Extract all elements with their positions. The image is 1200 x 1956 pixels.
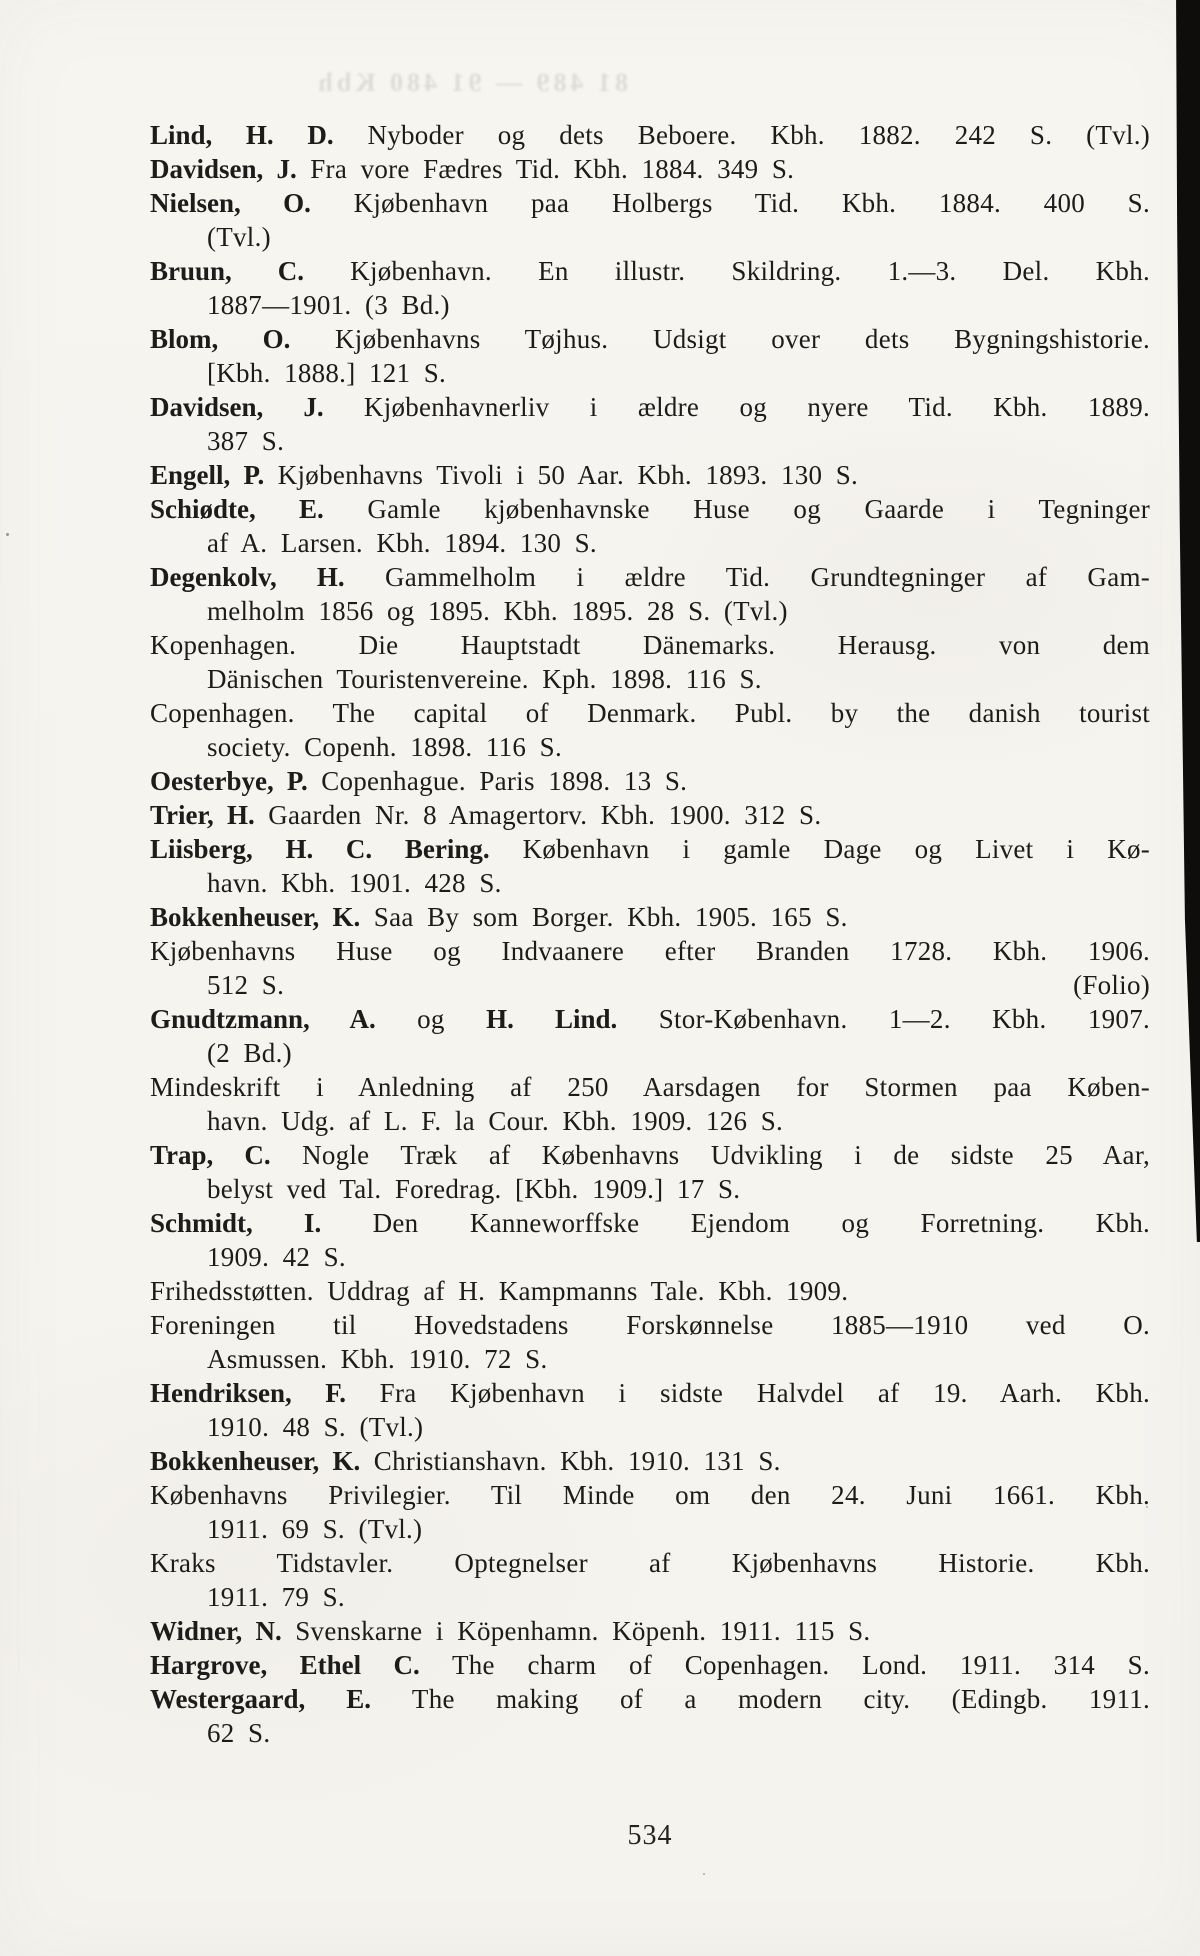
scan-speck bbox=[703, 1873, 705, 1875]
entry-text: Christianshavn. Kbh. 1910. 131 S. bbox=[360, 1446, 781, 1476]
entry-line bbox=[150, 832, 1150, 866]
entry-text: society. Copenh. 1898. 116 S. bbox=[207, 732, 562, 762]
entry-line bbox=[150, 1444, 1150, 1478]
entry-text: Københavns Privilegier. Til Minde om den 24. Juni 1661. Kbh. bbox=[150, 1480, 1150, 1510]
entry-line bbox=[150, 1546, 1150, 1580]
entry-line bbox=[150, 1580, 1150, 1614]
entry-line bbox=[150, 152, 1150, 186]
entry-line bbox=[150, 118, 1150, 152]
entry-line bbox=[150, 934, 1150, 968]
entry-line bbox=[150, 628, 1150, 662]
author-name: Davidsen, J. bbox=[150, 392, 324, 422]
entry-text: Stor-København. 1—2. Kbh. 1907. bbox=[617, 1004, 1150, 1034]
entry-text: [Kbh. 1888.] 121 S. bbox=[207, 358, 447, 388]
entry-line bbox=[150, 1308, 1150, 1342]
entry-line bbox=[150, 186, 1150, 220]
entry-text: Nogle Træk af Københavns Udvikling i de sidste 25 Aar, bbox=[270, 1140, 1151, 1170]
entry-line bbox=[150, 1036, 1150, 1070]
entry-text: 512 S. bbox=[207, 970, 285, 1000]
entry-text: belyst ved Tal. Foredrag. [Kbh. 1909.] 17 S. bbox=[207, 1174, 741, 1204]
entry-line bbox=[150, 1138, 1150, 1172]
entry-text: (Tvl.) bbox=[207, 222, 271, 252]
entry-text: Dänischen Touristenvereine. Kph. 1898. 116 S. bbox=[207, 664, 762, 694]
entry-text: Kjøbenhavn. En illustr. Skildring. 1.—3. Del. Kbh. bbox=[303, 256, 1150, 286]
entry-text: Saa By som Borger. Kbh. 1905. 165 S. bbox=[360, 902, 848, 932]
entry-line bbox=[150, 1104, 1150, 1138]
entry-text: 1910. 48 S. (Tvl.) bbox=[207, 1412, 424, 1442]
entry-line bbox=[150, 1512, 1150, 1546]
author-name: Gnudtzmann, A. bbox=[150, 1004, 376, 1034]
entry-line bbox=[150, 458, 1150, 492]
entry-text: The charm of Copenhagen. Lond. 1911. 314 S. bbox=[419, 1650, 1150, 1680]
entry-text: (2 Bd.) bbox=[207, 1038, 292, 1068]
entry-text: havn. Kbh. 1901. 428 S. bbox=[207, 868, 502, 898]
entry-line bbox=[150, 220, 1150, 254]
entry-text: Kjøbenhavnerliv i ældre og nyere Tid. Kbh. 1889. bbox=[323, 392, 1150, 422]
entry-line bbox=[150, 1478, 1150, 1512]
entry-text: melholm 1856 og 1895. Kbh. 1895. 28 S. (Tvl.) bbox=[207, 596, 788, 626]
author-name: Bruun, C. bbox=[150, 256, 304, 286]
author-name: Nielsen, O. bbox=[150, 188, 311, 218]
entry-text: Kjøbenhavns Huse og Indvaanere efter Branden 1728. Kbh. 1906. bbox=[150, 936, 1150, 966]
entry-text: Kraks Tidstavler. Optegnelser af Kjøbenhavns Historie. Kbh. bbox=[150, 1548, 1150, 1578]
entry-line bbox=[150, 356, 1150, 390]
author-name: Hargrove, Ethel C. bbox=[150, 1650, 420, 1680]
author-name: Westergaard, E. bbox=[150, 1684, 372, 1714]
format-note: (Folio) bbox=[1073, 970, 1150, 1000]
entry-line bbox=[150, 764, 1150, 798]
entry-text: Mindeskrift i Anledning af 250 Aarsdagen for Stormen paa Køben- bbox=[150, 1072, 1150, 1102]
page-number: 534 bbox=[627, 1820, 673, 1851]
entry-text: The making of a modern city. (Edingb. 1911. bbox=[371, 1684, 1150, 1714]
scan-speck bbox=[560, 206, 562, 208]
entry-text: Kopenhagen. Die Hauptstadt Dänemarks. Herausg. von dem bbox=[150, 630, 1150, 660]
author-name: Lind, H. D. bbox=[150, 120, 334, 150]
entry-text: 1911. 69 S. (Tvl.) bbox=[207, 1514, 423, 1544]
entry-text: af A. Larsen. Kbh. 1894. 130 S. bbox=[207, 528, 597, 558]
author-name: Oesterbye, P. bbox=[150, 766, 308, 796]
entry-line bbox=[150, 424, 1150, 458]
entry-line bbox=[150, 1682, 1150, 1716]
entry-line bbox=[150, 254, 1150, 288]
entry-line bbox=[150, 390, 1150, 424]
author-name: Blom, O. bbox=[150, 324, 291, 354]
author-name: Hendriksen, F. bbox=[150, 1378, 346, 1408]
entry-line bbox=[150, 1274, 1150, 1308]
entry-line bbox=[150, 594, 1150, 628]
entry-text: Nyboder og dets Beboere. Kbh. 1882. 242 S. (Tvl.) bbox=[333, 120, 1150, 150]
entry-line bbox=[150, 968, 1150, 1002]
entry-line bbox=[150, 1648, 1150, 1682]
entry-text: Fra Kjøbenhavn i sidste Halvdel af 19. Aarh. Kbh. bbox=[345, 1378, 1150, 1408]
author-name: Bokkenheuser, K. bbox=[150, 1446, 361, 1476]
entry-text: Svenskarne i Köpenhamn. Köpenh. 1911. 115 S. bbox=[281, 1616, 871, 1646]
entry-text: 387 S. bbox=[207, 426, 285, 456]
entry-text: Fra vore Fædres Tid. Kbh. 1884. 349 S. bbox=[296, 154, 795, 184]
entry-text: 1887—1901. (3 Bd.) bbox=[207, 290, 450, 320]
author-name: Trap, C. bbox=[150, 1140, 271, 1170]
author-name: Schmidt, I. bbox=[150, 1208, 322, 1238]
entry-text: 62 S. bbox=[207, 1718, 271, 1748]
entry-line bbox=[150, 866, 1150, 900]
bibliography-list bbox=[150, 118, 1150, 1750]
entry-line bbox=[150, 1342, 1150, 1376]
entry-text: Gammelholm i ældre Tid. Grundtegninger af Gam- bbox=[344, 562, 1150, 592]
scan-speck bbox=[6, 533, 9, 536]
entry-text: 1909. 42 S. bbox=[207, 1242, 346, 1272]
entry-text: havn. Udg. af L. F. la Cour. Kbh. 1909. 126 S. bbox=[207, 1106, 784, 1136]
entry-line bbox=[150, 662, 1150, 696]
entry-text: Kjøbenhavns Tivoli i 50 Aar. Kbh. 1893. 130 S. bbox=[264, 460, 859, 490]
entry-line bbox=[150, 798, 1150, 832]
author-name: Engell, P. bbox=[150, 460, 265, 490]
author-name: H. Lind. bbox=[486, 1004, 618, 1034]
entry-line bbox=[150, 730, 1150, 764]
entry-text: Asmussen. Kbh. 1910. 72 S. bbox=[207, 1344, 548, 1374]
bleed-through-text: 81 489 — 91 480 Kbh bbox=[314, 68, 628, 97]
entry-line bbox=[150, 1002, 1150, 1036]
book-gutter-shadow bbox=[1174, 0, 1200, 1242]
entry-line bbox=[150, 900, 1150, 934]
entry-line bbox=[150, 560, 1150, 594]
author-name: Widner, N. bbox=[150, 1616, 282, 1646]
author-name: Liisberg, H. C. Bering. bbox=[150, 834, 490, 864]
entry-text: Foreningen til Hovedstadens Forskønnelse 1885—1910 ved O. bbox=[150, 1310, 1150, 1340]
entry-text: 1911. 79 S. bbox=[207, 1582, 345, 1612]
entry-text: København i gamle Dage og Livet i Kø- bbox=[489, 834, 1150, 864]
author-name: Trier, H. bbox=[150, 800, 255, 830]
entry-text: Den Kanneworffske Ejendom og Forretning. Kbh. bbox=[321, 1208, 1151, 1238]
entry-line bbox=[150, 322, 1150, 356]
entry-text bbox=[207, 968, 284, 1002]
entry-line bbox=[150, 1376, 1150, 1410]
entry-text: Copenhagen. The capital of Denmark. Publ. by the danish tourist bbox=[150, 698, 1150, 728]
entry-line bbox=[150, 1240, 1150, 1274]
entry-line bbox=[150, 526, 1150, 560]
entry-line bbox=[150, 1206, 1150, 1240]
entry-line bbox=[150, 288, 1150, 322]
entry-text: Kjøbenhavn paa Holbergs Tid. Kbh. 1884. 400 S. bbox=[310, 188, 1150, 218]
author-name: Davidsen, J. bbox=[150, 154, 297, 184]
entry-text: Gaarden Nr. 8 Amagertorv. Kbh. 1900. 312 S. bbox=[254, 800, 822, 830]
scan-speck bbox=[1146, 1506, 1148, 1508]
entry-line bbox=[150, 1172, 1150, 1206]
author-name: Degenkolv, H. bbox=[150, 562, 345, 592]
entry-text: Frihedsstøtten. Uddrag af H. Kampmanns Tale. Kbh. 1909. bbox=[150, 1276, 849, 1306]
entry-line bbox=[150, 492, 1150, 526]
entry-line bbox=[150, 1614, 1150, 1648]
entry-line bbox=[150, 1070, 1150, 1104]
author-name: Bokkenheuser, K. bbox=[150, 902, 361, 932]
author-name: Schiødte, E. bbox=[150, 494, 324, 524]
entry-text: Gamle kjøbenhavnske Huse og Gaarde i Tegninger bbox=[323, 494, 1150, 524]
entry-text: og bbox=[375, 1004, 487, 1034]
entry-text: Copenhague. Paris 1898. 13 S. bbox=[307, 766, 688, 796]
entry-line bbox=[150, 1716, 1150, 1750]
entry-line bbox=[150, 1410, 1150, 1444]
entry-line bbox=[150, 696, 1150, 730]
entry-text: Kjøbenhavns Tøjhus. Udsigt over dets Bygningshistorie. bbox=[290, 324, 1151, 354]
